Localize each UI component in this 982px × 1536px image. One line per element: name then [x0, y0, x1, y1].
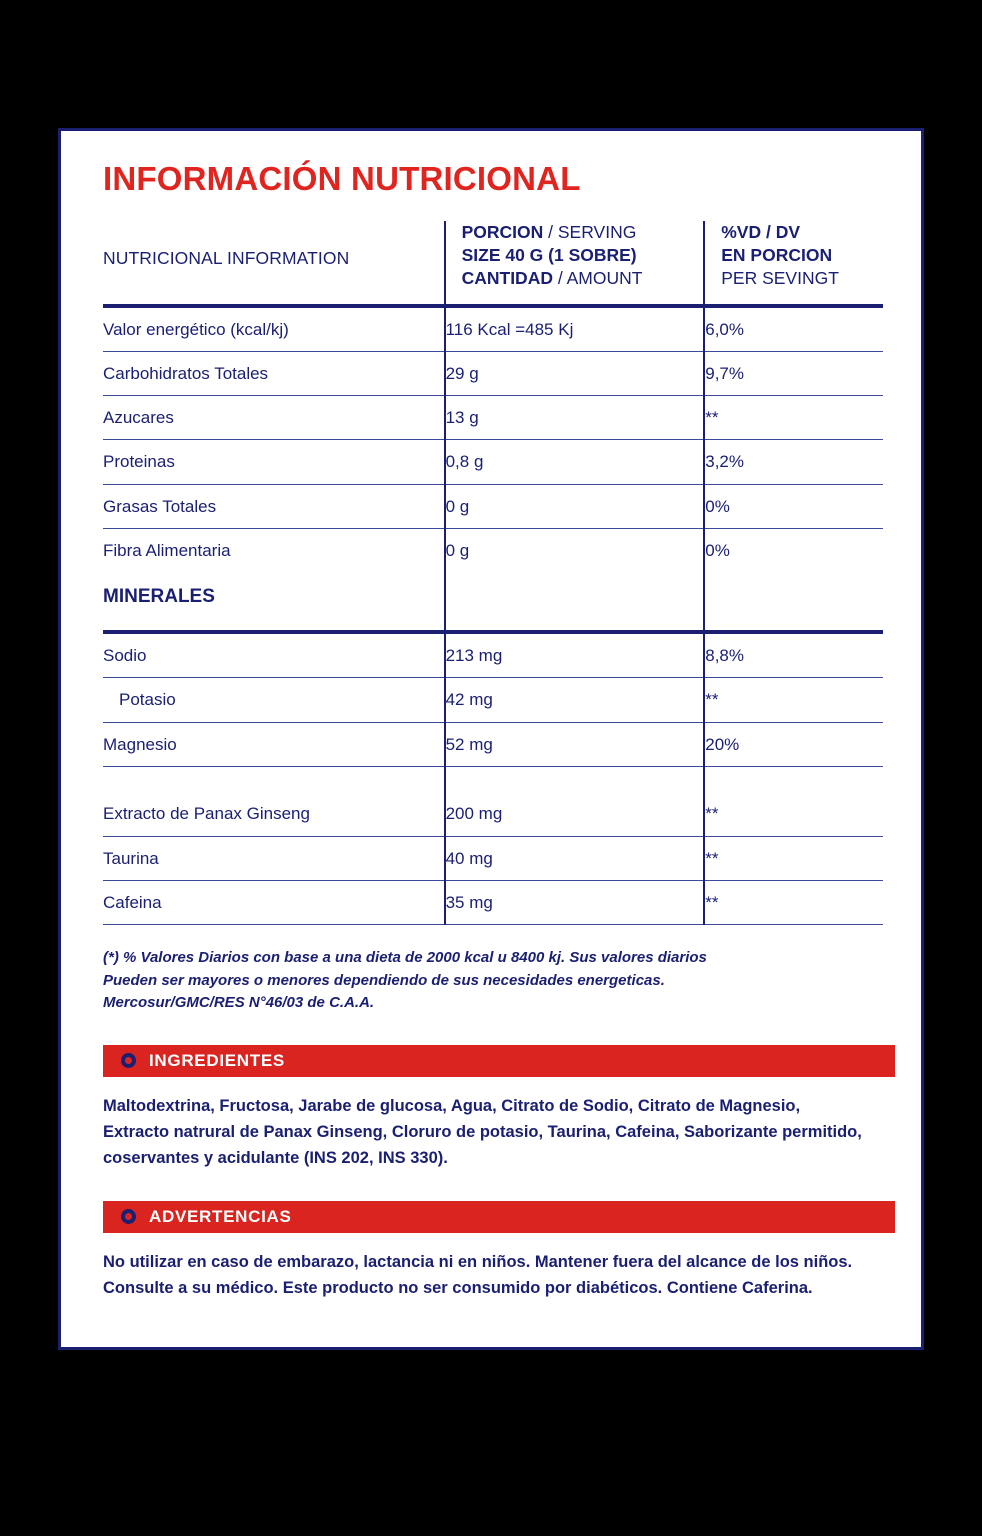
- header-porcion-strong: PORCION: [461, 222, 544, 243]
- row-amount: 0 g: [445, 528, 705, 572]
- row-dv: **: [704, 678, 883, 722]
- warnings-banner-label: ADVERTENCIAS: [149, 1206, 292, 1226]
- minerals-section-amount-spacer: [445, 572, 705, 632]
- row-amount: 42 mg: [445, 678, 705, 722]
- spacer-dv: [704, 766, 883, 792]
- ring-bullet-icon: [121, 1053, 136, 1068]
- row-amount: 200 mg: [445, 792, 705, 836]
- spacer-name: [103, 766, 445, 792]
- nutrition-label-card: [58, 128, 924, 1350]
- ring-bullet-icon: [121, 1209, 136, 1224]
- daily-values-footnote: [103, 947, 883, 1015]
- ingredients-banner-label: INGREDIENTES: [149, 1050, 285, 1070]
- table-row: [103, 306, 883, 352]
- header-dv-column: [704, 221, 883, 305]
- row-dv: 0%: [704, 484, 883, 528]
- footnote-line-1: (*) % Valores Diarios con base a una dieta de 2000 kcal u 8400 kj. Sus valores diarios: [103, 949, 707, 967]
- spacer-amount: [445, 766, 705, 792]
- table-row: [103, 836, 883, 880]
- minerals-section-dv-spacer: [704, 572, 883, 632]
- table-row: [103, 440, 883, 484]
- row-amount: 35 mg: [445, 880, 705, 924]
- row-name: Fibra Alimentaria: [103, 528, 445, 572]
- row-name: Valor energético (kcal/kj): [103, 306, 445, 352]
- row-dv: 8,8%: [704, 632, 883, 678]
- ingredients-text: Maltodextrina, Fructosa, Jarabe de glucosa, Agua, Citrato de Sodio, Citrato de Magnesio, Extracto natrural de Panax Ginseng, Cloruro de potasio, Taurina, Cafeina, Saborizante permitido, coservantes y acidulante (INS 202, INS 330).: [103, 1096, 862, 1167]
- row-amount: 40 mg: [445, 836, 705, 880]
- warnings-banner: [103, 1201, 895, 1233]
- row-amount: 29 g: [445, 351, 705, 395]
- row-dv: **: [704, 792, 883, 836]
- table-row: [103, 792, 883, 836]
- header-name-column: NUTRICIONAL INFORMATION: [103, 248, 350, 269]
- row-name: Taurina: [103, 836, 445, 880]
- table-row: [103, 351, 883, 395]
- table-spacer-row: [103, 766, 883, 792]
- ingredients-banner: [103, 1045, 895, 1077]
- row-name: Magnesio: [103, 722, 445, 766]
- table-row: [103, 396, 883, 440]
- table-row: [103, 632, 883, 678]
- table-row: [103, 484, 883, 528]
- row-name: Azucares: [103, 396, 445, 440]
- row-amount: 13 g: [445, 396, 705, 440]
- row-amount: 52 mg: [445, 722, 705, 766]
- header-dv-line3: PER SEVINGT: [721, 267, 839, 288]
- table-row: [103, 722, 883, 766]
- header-amount-column: [445, 221, 705, 305]
- row-amount: 0,8 g: [445, 440, 705, 484]
- row-dv: 9,7%: [704, 351, 883, 395]
- row-name: Potasio: [103, 678, 445, 722]
- nutrition-facts-table: [103, 221, 883, 925]
- row-dv: 3,2%: [704, 440, 883, 484]
- minerals-section-title: MINERALES: [103, 586, 215, 608]
- footnote-line-2: Pueden ser mayores o menores dependiendo de sus necesidades energeticas.: [103, 971, 665, 989]
- table-row: [103, 528, 883, 572]
- row-name: Cafeina: [103, 880, 445, 924]
- warnings-text: No utilizar en caso de embarazo, lactancia ni en niños. Mantener fuera del alcance de los niños. Consulte a su médico. Este producto no ser consumido por diabéticos. Contiene Caferina.: [103, 1252, 853, 1297]
- table-row: [103, 678, 883, 722]
- section-heading-row: [103, 572, 883, 632]
- row-dv: 6,0%: [704, 306, 883, 352]
- row-name: Sodio: [103, 632, 445, 678]
- footnote-line-3: Mercosur/GMC/RES N°46/03 de C.A.A.: [103, 994, 375, 1012]
- page-title: INFORMACIÓN NUTRICIONAL: [103, 160, 581, 197]
- row-dv: 0%: [704, 528, 883, 572]
- header-cantidad-strong: CANTIDAD: [461, 267, 553, 288]
- header-size-line: SIZE 40 G (1 SOBRE): [461, 245, 637, 266]
- header-dv-line2: EN PORCION: [721, 245, 833, 266]
- row-dv: **: [704, 396, 883, 440]
- row-name: Extracto de Panax Ginseng: [103, 804, 310, 824]
- row-name: Grasas Totales: [103, 484, 445, 528]
- row-amount: 213 mg: [445, 632, 705, 678]
- row-dv: 20%: [704, 722, 883, 766]
- header-dv-line1: %VD / DV: [721, 222, 801, 243]
- table-row: [103, 880, 883, 924]
- row-dv: **: [704, 880, 883, 924]
- row-dv: **: [704, 836, 883, 880]
- row-name: Proteinas: [103, 440, 445, 484]
- row-name: Carbohidratos Totales: [103, 351, 445, 395]
- header-serving-light: / SERVING: [543, 222, 637, 243]
- header-amount-light: / AMOUNT: [552, 267, 643, 288]
- table-header-row: [103, 221, 883, 305]
- row-amount: 0 g: [445, 484, 705, 528]
- row-amount: 116 Kcal =485 Kj: [445, 306, 705, 352]
